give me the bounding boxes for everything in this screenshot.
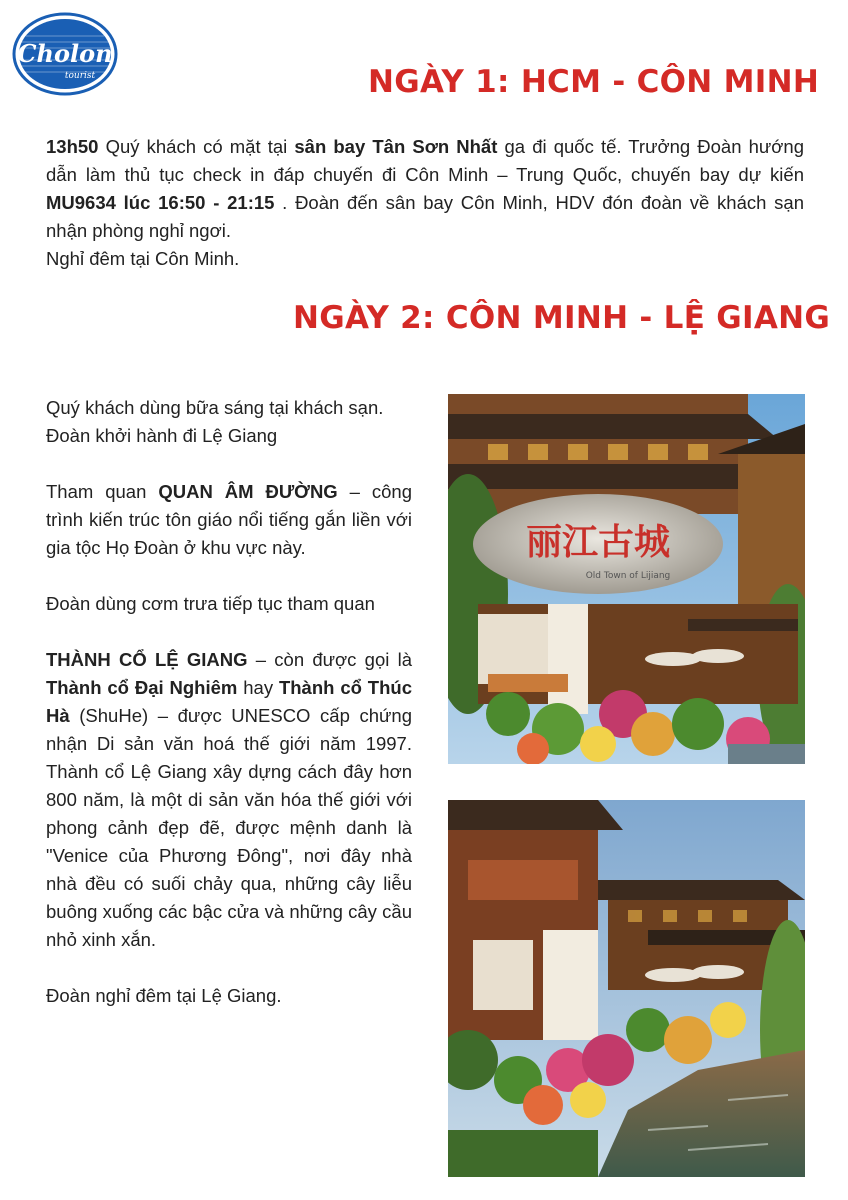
day2-paragraph-4 [46,646,412,954]
lijiang-stone-photo [448,394,805,764]
day2-old-town-desc: (ShuHe) – được UNESCO cấp chứng nhận Di sản văn hoá thế giới năm 1997. Thành cổ Lệ Giang xây dựng cách đây hơn 800 năm, là một di sản văn hóa thế giới với phong cảnh đẹp đẽ, được mệnh danh là "Venice của Phương Đông", nơi đây nhà nhà đều có suối chảy qua, những cây liễu buông xuống các bậc cửa và những cây cầu nhỏ xinh xắn. [46,705,412,950]
day1-text-2: ga đi quốc tế. Trưởng Đoàn hướng dẫn làm thủ tục check in đáp chuyến đi Côn Minh – Trung Quốc, chuyến bay dự kiến [46,136,804,185]
day1-night: Nghỉ đêm tại Côn Minh. [46,248,240,269]
day1-time: 13h50 [46,136,99,157]
day2-breakfast: Quý khách dùng bữa sáng tại khách sạn. [46,397,384,418]
day2-old-town-text-2: hay [237,677,279,698]
logo-brand: Cholon [17,39,113,68]
day1-flight: MU9634 lúc 16:50 - 21:15 [46,192,275,213]
day2-paragraph-3: Đoàn dùng cơm trưa tiếp tục tham quan [46,593,375,614]
day2-text-column [46,394,412,1038]
day2-paragraph-5: Đoàn nghỉ đêm tại Lệ Giang. [46,985,282,1006]
lijiang-canal-photo [448,800,805,1177]
stone-chinese-text: 丽江古城 [525,522,671,563]
day1-text-1: Quý khách có mặt tại [98,136,295,157]
day2-title: NGÀY 2: CÔN MINH - LỆ GIANG [293,300,831,336]
day2-old-town-alt1: Thành cổ Đại Nghiêm [46,677,238,698]
day1-airport: sân bay Tân Sơn Nhất [294,136,498,157]
day2-paragraph-1 [46,394,412,450]
day2-quan-am-duong: QUAN ÂM ĐƯỜNG [158,481,338,502]
day2-old-town-name: THÀNH CỔ LỆ GIANG [46,649,248,670]
day2-paragraph-2 [46,478,412,562]
day2-old-town-text-1: – còn được gọi là [247,649,412,670]
day1-text-3: . Đoàn đến sân bay Côn Minh, HDV đón đoàn về khách sạn nhận phòng nghỉ ngơi. [46,192,804,241]
cholon-tourist-logo [12,12,118,96]
logo-sub: tourist [64,71,96,81]
stone-english-text: Old Town of Lijiang [585,571,671,581]
day2-quan-am-desc: – công trình kiến trúc tôn giáo nổi tiếng gắn liền với gia tộc Họ Đoàn ở khu vực này. [46,481,412,558]
day1-title: NGÀY 1: HCM - CÔN MINH [368,64,820,100]
day2-depart: Đoàn khởi hành đi Lệ Giang [46,425,278,446]
day2-visit-prefix: Tham quan [46,481,159,502]
day1-body [46,133,804,273]
day2-old-town-alt2: Thành cổ Thúc Hà [46,677,412,726]
